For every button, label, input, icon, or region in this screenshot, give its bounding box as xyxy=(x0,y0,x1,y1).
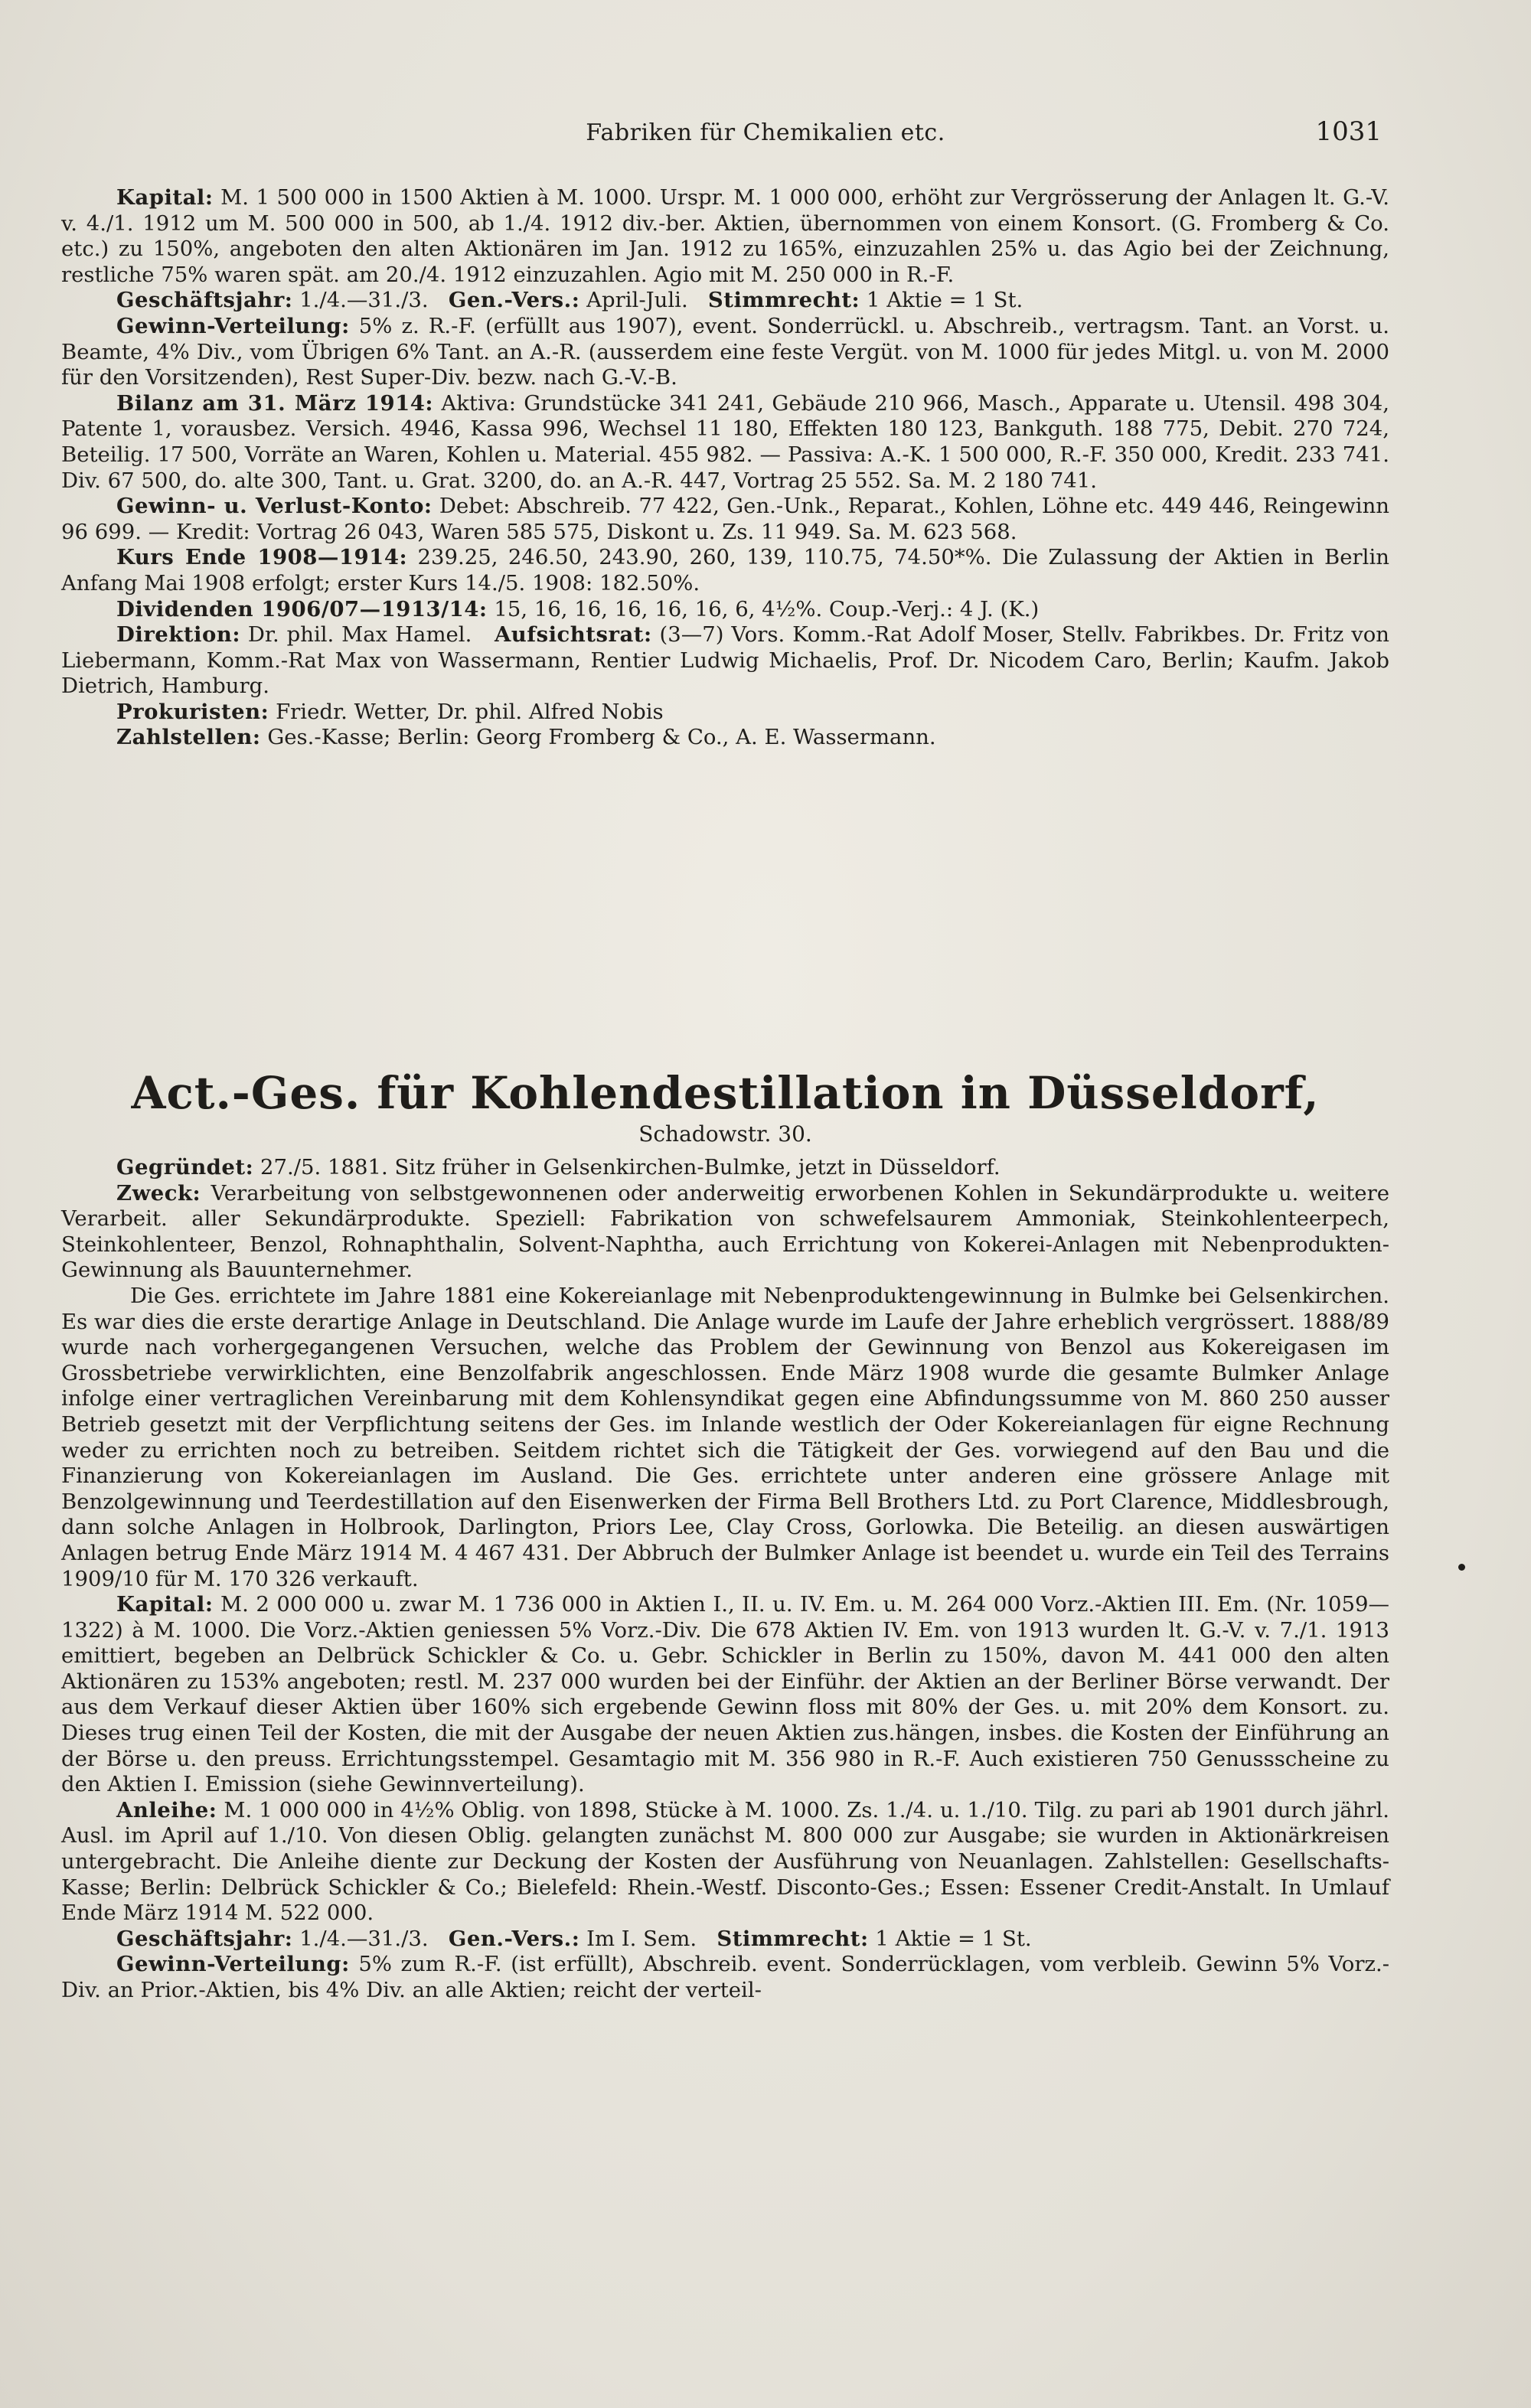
dividenden-paragraph xyxy=(61,597,1389,623)
zahlstellen-text: Ges.-Kasse; Berlin: Georg Fromberg & Co., A. E. Wassermann. xyxy=(267,725,936,750)
bilanz-text: Aktiva: Grundstücke 341 241, Gebäude 210 966, Masch., Apparate u. Utensil. 498 304, Patente 1, vorausbez. Versich. 4946, Kassa 996, Wechsel 11 180, Effekten 180 123, Bankguth. 188 775, Debit. 270 724, Beteilig. 17 500, Vorräte an Waren, Kohlen u. Material. 455 982. — Passiva: A.-K. 1 500 000, R.-F. 350 000, Kredit. 233 741. Div. 67 500, do. alte 300, Tant. u. Grat. 3200, do. an A.-R. 447, Vortrag 25 552. Sa. M. 2 180 741. xyxy=(61,390,1389,493)
kapital-text: M. 1 500 000 in 1500 Aktien à M. 1000. Urspr. M. 1 000 000, erhöht zur Vergrösserung der Anlagen lt. G.-V. v. 4./1. 1912 um M. 500 000 in 500, ab 1./4. 1912 div.-ber. Aktien, übernommen von einem Konsort. (G. Fromberg & Co. etc.) zu 150%, angeboten den alten Aktionären im Jan. 1912 zu 165%, einzuzahlen 25% u. das Agio bei der Zeichnung, restliche 75% waren spät. am 20./4. 1912 einzuzahlen. Agio mit M. 250 000 in R.-F. xyxy=(61,185,1389,287)
prokuristen-paragraph xyxy=(61,700,1389,726)
stimmrecht2-label: Stimmrecht: xyxy=(717,1926,869,1951)
geschaeftsjahr2-text: 1./4.—31./3. xyxy=(299,1926,429,1951)
geschaeftsjahr-paragraph xyxy=(61,288,1389,314)
stimmrecht-label: Stimmrecht: xyxy=(707,288,860,313)
prokuristen-label: Prokuristen: xyxy=(116,699,269,724)
gen-vers-text: April-Juli. xyxy=(586,288,688,313)
gen-vers2-label: Gen.-Vers.: xyxy=(448,1926,580,1951)
history-paragraph: Die Ges. errichtete im Jahre 1881 eine Kokereianlage mit Nebenproduktengewinnung in Bulmke bei Gelsenkirchen. Es war dies die erste derartige Anlage in Deutschland. Die Anlage wurde im Laufe der Jahre erheblich vergrössert. 1888/89 wurde nach vorhergegangenen Versuchen, welche das Problem der Gewinnung von Benzol aus Kokereigasen im Grossbetriebe verwirklichten, eine Benzolfabrik angeschlossen. Ende März 1908 wurde die gesamte Bulmker Anlage infolge einer vertraglichen Vereinbarung mit dem Kohlensyndikat gegen eine Abfindungssumme von M. 860 250 ausser Betrieb gesetzt mit der Verpflichtung seitens der Ges. im Inlande westlich der Oder Kokereianlagen für eigne Rechnung weder zu errichten noch zu betreiben. Seitdem richtet sich die Tätigkeit der Ges. vorwiegend auf den Bau und die Finanzierung von Kokereianlagen im Ausland. Die Ges. errichtete unter anderen eine grössere Anlage mit Benzolgewinnung und Teerdestillation auf den Eisenwerken der Firma Bell Brothers Ltd. zu Port Clarence, Middlesbrough, dann solche Anlagen in Holbrook, Darlington, Priors Lee, Clay Cross, Gorlowka. Die Beteilig. an diesen auswärtigen Anlagen betrug Ende März 1914 M. 4 467 431. Der Abbruch der Bulmker Anlage ist beendet u. wurde ein Teil des Terrains 1909/10 für M. 170 326 verkauft. xyxy=(61,1283,1389,1591)
gewinnverteilung2-paragraph xyxy=(61,1952,1389,2003)
zweck-label: Zweck: xyxy=(116,1180,201,1206)
direktion-text: Dr. phil. Max Hamel. xyxy=(247,622,472,648)
geschaeftsjahr-text: 1./4.—31./3. xyxy=(299,288,429,313)
kurs-text: 239.25, 246.50, 243.90, 260, 139, 110.75, 74.50*%. Die Zulassung der Aktien in Berlin Anfang Mai 1908 erfolgt; erster Kurs 14./5. 1908: 182.50%. xyxy=(61,545,1389,595)
stimmrecht-text: 1 Aktie = 1 St. xyxy=(866,288,1023,313)
stimmrecht2-text: 1 Aktie = 1 St. xyxy=(875,1926,1032,1951)
margin-dot xyxy=(1458,1564,1465,1571)
gegruendet-label: Gegründet: xyxy=(116,1155,254,1180)
kapital-label: Kapital: xyxy=(116,185,214,210)
gegruendet-paragraph xyxy=(61,1155,1389,1181)
gewinnverteilung-label: Gewinn-Verteilung: xyxy=(116,313,350,338)
zahlstellen-label: Zahlstellen: xyxy=(116,725,261,750)
running-title: Fabriken für Chemikalien etc. xyxy=(586,119,945,146)
aufsichtsrat-text: (3—7) Vors. Komm.-Rat Adolf Moser, Stellv. Fabrikbes. Dr. Fritz von Liebermann, Komm.-Rat Max von Wassermann, Rentier Ludwig Michaelis, Prof. Dr. Nicodem Caro, Berlin; Kaufm. Jakob Dietrich, Hamburg. xyxy=(61,622,1389,699)
section-kohlendestillation xyxy=(61,1068,1389,2004)
page-header xyxy=(0,113,1531,159)
kapital-paragraph xyxy=(61,185,1389,288)
direktion-label: Direktion: xyxy=(116,622,240,648)
geschaeftsjahr-label: Geschäftsjahr: xyxy=(116,288,293,313)
anleihe-text: M. 1 000 000 in 4½% Oblig. von 1898, Stücke à M. 1000. Zs. 1./4. u. 1./10. Tilg. zu pari ab 1901 durch jährl. Ausl. im April auf 1./10. Von diesen Oblig. gelangten zunächst M. 800 000 zur Ausgabe; sie wurden in Aktionärkreisen untergebracht. Die Anleihe diente zur Deckung der Kosten der Ausführung von Neuanlagen. Zahlstellen: Gesellschafts-Kasse; Berlin: Delbrück Schickler & Co.; Bielefeld: Rhein.-Westf. Disconto-Ges.; Essen: Essener Credit-Anstalt. In Umlauf Ende März 1914 M. 522 000. xyxy=(61,1797,1389,1926)
bilanz-paragraph xyxy=(61,391,1389,494)
kurs-paragraph xyxy=(61,545,1389,596)
direktion-paragraph xyxy=(61,622,1389,700)
geschaeftsjahr2-label: Geschäftsjahr: xyxy=(116,1926,293,1951)
gewinnverteilung2-label: Gewinn-Verteilung: xyxy=(116,1952,350,1977)
gewinnkonto-paragraph xyxy=(61,494,1389,545)
gewinnkonto-label: Gewinn- u. Verlust-Konto: xyxy=(116,494,433,519)
dividenden-text: 15, 16, 16, 16, 16, 16, 6, 4½%. Coup.-Verj.: 4 J. (K.) xyxy=(494,596,1040,622)
gen-vers2-text: Im I. Sem. xyxy=(586,1926,697,1951)
gegruendet-text: 27./5. 1881. Sitz früher in Gelsenkirchen-Bulmke, jetzt in Düsseldorf. xyxy=(260,1155,1001,1180)
gen-vers-label: Gen.-Vers.: xyxy=(448,288,580,313)
kapital2-text: M. 2 000 000 u. zwar M. 1 736 000 in Aktien I., II. u. IV. Em. u. M. 264 000 Vorz.-Aktien III. Em. (Nr. 1059—1322) à M. 1000. Die Vorz.-Aktien geniessen 5% Vorz.-Div. Die 678 Aktien IV. Em. von 1913 wurden lt. G.-V. v. 7./1. 1913 emittiert, begeben an Delbrück Schickler & Co. u. Gebr. Schickler in Berlin zu 150%, davon M. 441 000 den alten Aktionären zu 153% angeboten; restl. M. 237 000 wurden bei der Einführ. der Aktien an der Berliner Börse verwandt. Der aus dem Verkauf dieser Aktien über 160% sich ergebende Gewinn floss mit 80% der Ges. u. mit 20% dem Konsort. zu. Dieses trug einen Teil der Kosten, die mit der Ausgabe der neuen Aktien zus.hängen, insbes. die Kosten der Einführung an der Börse u. den preuss. Errichtungsstempel. Gesamtagio mit M. 356 980 in R.-F. Auch existieren 750 Genussscheine zu den Aktien I. Emission (siehe Gewinnverteilung). xyxy=(61,1592,1389,1797)
zweck-paragraph xyxy=(61,1181,1389,1284)
page-number: 1031 xyxy=(1315,116,1382,147)
kapital2-label: Kapital: xyxy=(116,1592,214,1617)
section-previous-company xyxy=(61,185,1389,751)
geschaeftsjahr2-paragraph xyxy=(61,1927,1389,1953)
company-heading: Act.-Ges. für Kohlendestillation in Düsseldorf, xyxy=(131,1067,1320,1119)
prokuristen-text: Friedr. Wetter, Dr. phil. Alfred Nobis xyxy=(276,699,664,724)
anleihe-paragraph xyxy=(61,1798,1389,1927)
gewinnkonto-text: Debet: Abschreib. 77 422, Gen.-Unk., Reparat., Kohlen, Löhne etc. 449 446, Reingewinn 96 699. — Kredit: Vortrag 26 043, Waren 585 575, Diskont u. Zs. 11 949. Sa. M. 623 568. xyxy=(61,494,1390,544)
dividenden-label: Dividenden 1906/07—1913/14: xyxy=(116,596,488,622)
company-address: Schadowstr. 30. xyxy=(638,1121,812,1147)
gewinnverteilung-text: 5% z. R.-F. (erfüllt aus 1907), event. Sonderrückl. u. Abschreib., vertragsm. Tant. an Vorst. u. Beamte, 4% Div., vom Übrigen 6% Tant. an A.-R. (ausserdem eine feste Vergüt. von M. 1000 für jedes Mitgl. u. von M. 2000 für den Vorsitzenden), Rest Super-Div. bezw. nach G.-V.-B. xyxy=(61,313,1389,390)
zahlstellen-paragraph xyxy=(61,725,1389,751)
gewinnverteilung2-text: 5% zum R.-F. (ist erfüllt), Abschreib. event. Sonderrücklagen, vom verbleib. Gewinn 5% Vorz.-Div. an Prior.-Aktien, bis 4% Div. an alle Aktien; reicht der verteil- xyxy=(61,1952,1389,2002)
kapital2-paragraph xyxy=(61,1592,1389,1798)
aufsichtsrat-label: Aufsichtsrat: xyxy=(494,622,652,648)
anleihe-label: Anleihe: xyxy=(116,1797,217,1822)
bilanz-label: Bilanz am 31. März 1914: xyxy=(116,390,434,416)
kurs-label: Kurs Ende 1908—1914: xyxy=(116,545,408,570)
gewinnverteilung-paragraph xyxy=(61,314,1389,391)
zweck-text: Verarbeitung von selbstgewonnenen oder anderweitig erworbenen Kohlen in Sekundärprodukte u. weitere Verarbeit. aller Sekundärprodukte. Speziell: Fabrikation von schwefelsaurem Ammoniak, Steinkohlenteerpech, Steinkohlenteer, Benzol, Rohnaphthalin, Solvent-Naphtha, auch Errichtung von Kokerei-Anlagen mit Nebenprodukten-Gewinnung als Bauunternehmer. xyxy=(61,1180,1389,1283)
